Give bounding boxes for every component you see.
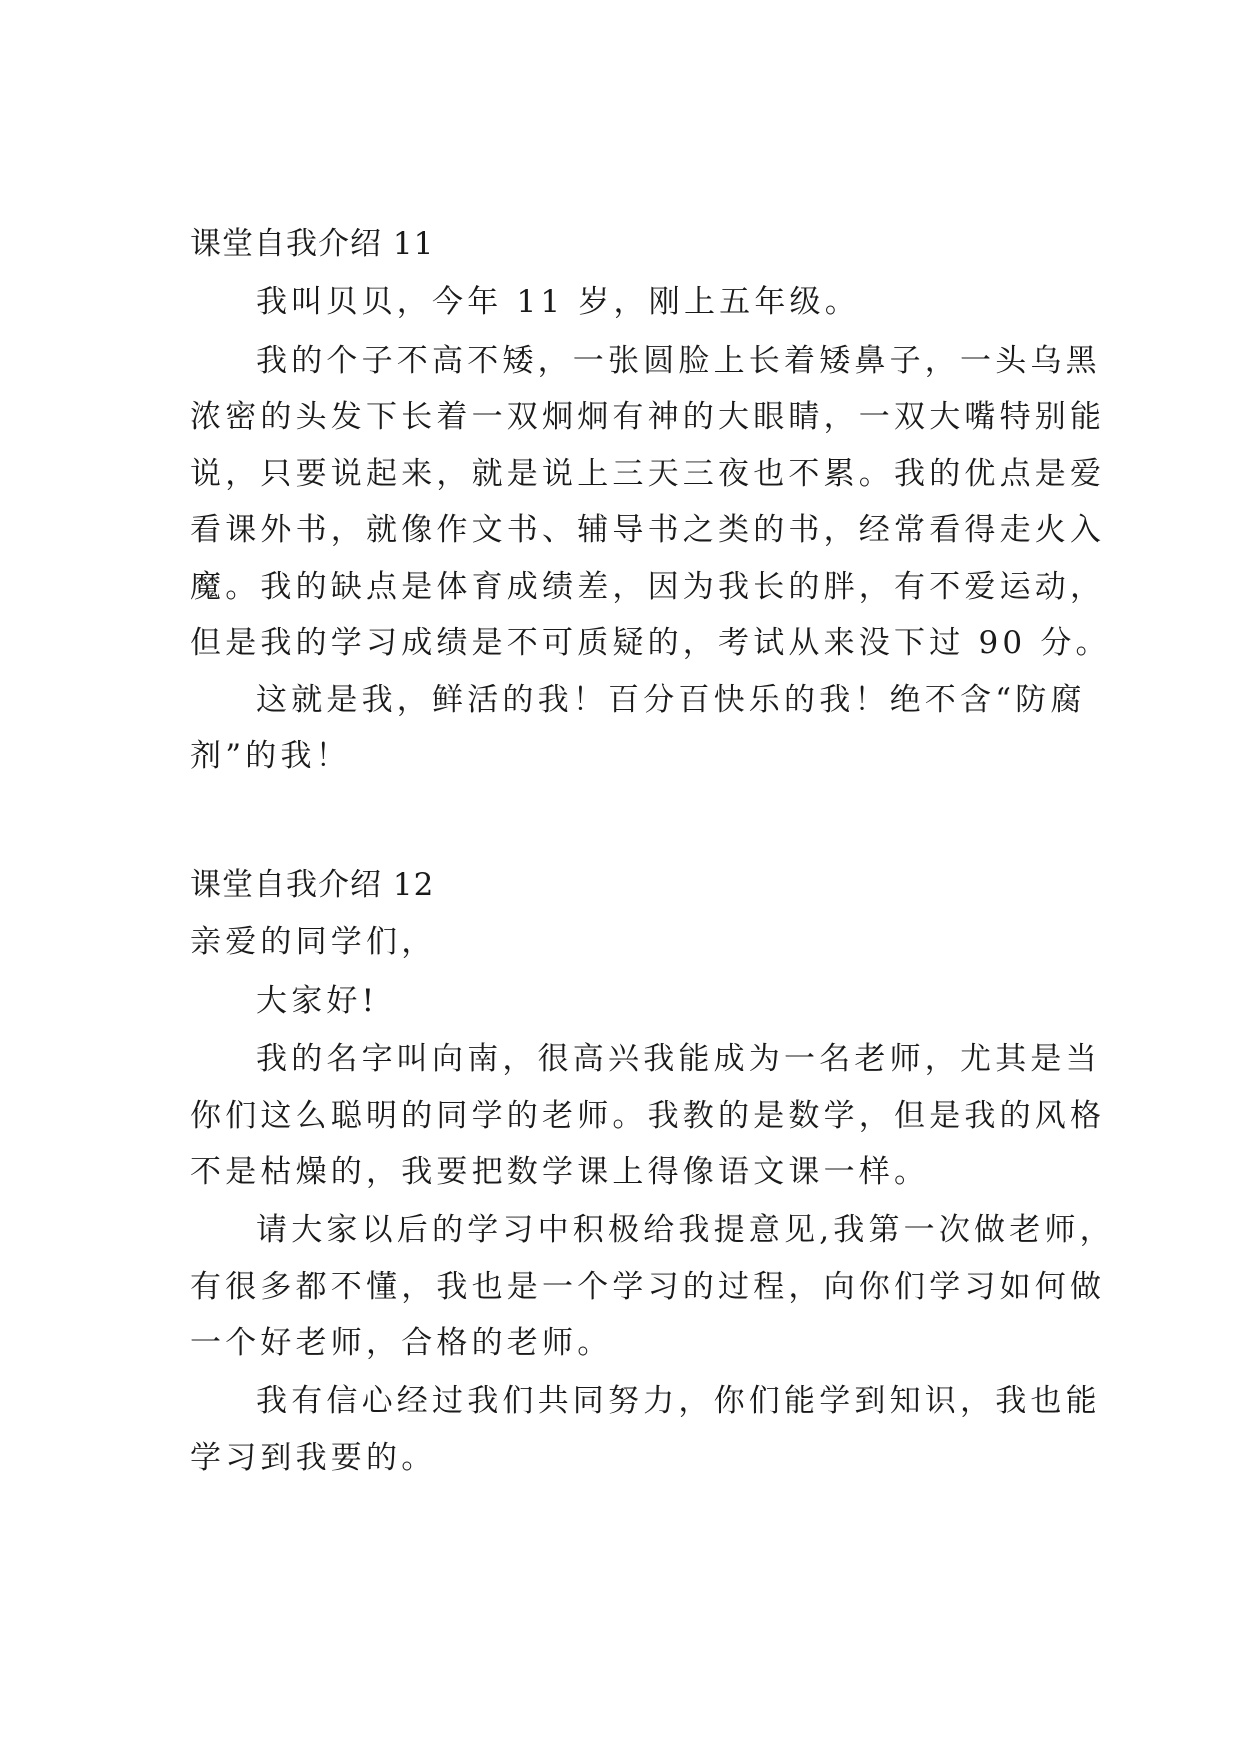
paragraph-line: 不是枯燥的，我要把数学课上得像语文课一样。 xyxy=(190,1154,930,1190)
paragraph-line: 请大家以后的学习中积极给我提意见,我第一次做老师， xyxy=(256,1212,1115,1248)
section-title: 课堂自我介绍 12 xyxy=(190,867,435,903)
paragraph-line: 剂”的我！ xyxy=(190,738,351,774)
paragraph-line: 我的个子不高不矮，一张圆脸上长着矮鼻子，一头乌黑 xyxy=(256,343,1101,379)
paragraph-line: 我有信心经过我们共同努力，你们能学到知识，我也能 xyxy=(256,1383,1101,1419)
paragraph-line: 魔。我的缺点是体育成绩差，因为我长的胖，有不爱运动， xyxy=(190,569,1106,605)
paragraph-line: 看课外书，就像作文书、辅导书之类的书，经常看得走火入 xyxy=(190,512,1106,548)
paragraph-line: 你们这么聪明的同学的老师。我教的是数学，但是我的风格 xyxy=(190,1098,1106,1134)
paragraph-line: 但是我的学习成绩是不可质疑的，考试从来没下过 90 分。 xyxy=(190,625,1111,661)
paragraph-line: 这就是我，鲜活的我！百分百快乐的我！绝不含“防腐 xyxy=(256,682,1086,718)
paragraph-line: 一个好老师，合格的老师。 xyxy=(190,1325,613,1361)
paragraph-line: 浓密的头发下长着一双炯炯有神的大眼睛，一双大嘴特别能 xyxy=(190,399,1106,435)
paragraph-line: 我叫贝贝，今年 11 岁，刚上五年级。 xyxy=(256,284,860,320)
paragraph-line: 我的名字叫向南，很高兴我能成为一名老师，尤其是当 xyxy=(256,1041,1101,1077)
paragraph-line: 大家好! xyxy=(256,983,379,1019)
section-title: 课堂自我介绍 11 xyxy=(190,226,435,262)
paragraph-line: 说，只要说起来，就是说上三天三夜也不累。我的优点是爱 xyxy=(190,456,1106,492)
paragraph-line: 学习到我要的。 xyxy=(190,1440,437,1476)
paragraph-line: 有很多都不懂，我也是一个学习的过程，向你们学习如何做 xyxy=(190,1269,1106,1305)
paragraph-line: 亲爱的同学们， xyxy=(190,924,437,960)
